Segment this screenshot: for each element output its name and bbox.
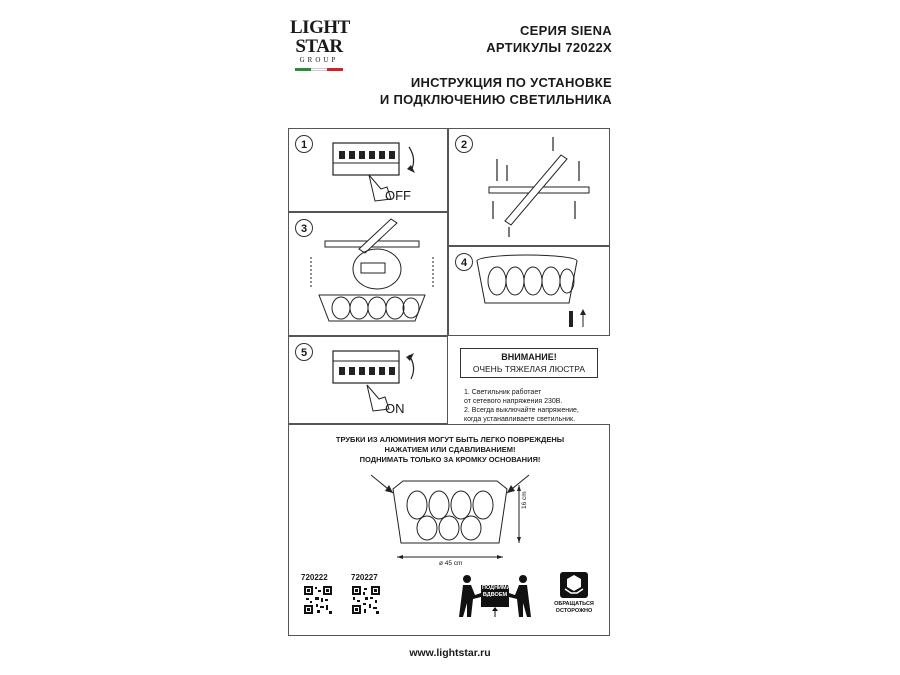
brand-logo — [290, 18, 348, 71]
instruction-title-line1: ИНСТРУКЦИЯ ПО УСТАНОВКЕ — [410, 75, 612, 90]
lift-together-label — [482, 585, 518, 599]
logo-line-group: GROUP — [299, 56, 339, 64]
aluminium-line3: ПОДНИМАТЬ ТОЛЬКО ЗА КРОМКУ ОСНОВАНИЯ! — [359, 455, 541, 464]
connection-illustration — [289, 213, 449, 337]
note-1b: от сетевого напряжения 230В. — [464, 398, 563, 405]
instruction-title — [380, 74, 612, 108]
mounting-bracket-illustration — [449, 129, 611, 247]
series-header — [486, 22, 612, 56]
logo-line-light: LIGHT — [290, 17, 350, 38]
care-label-b: ОСТОРОЖНО — [555, 608, 593, 614]
qr-code-720227-icon — [351, 585, 381, 615]
step-3-panel — [288, 212, 448, 336]
article-numbers: АРТИКУЛЫ 72022X — [486, 40, 612, 55]
warning-notes — [464, 388, 579, 424]
italian-flag-icon — [295, 68, 343, 71]
handle-with-care-icon — [559, 571, 589, 599]
on-caption: ON — [385, 401, 405, 416]
warning-title: ВНИМАНИЕ! — [501, 352, 557, 362]
lift-label-a: ПОДНИМАТЬ — [482, 585, 518, 591]
lift-label-b: ВДВОЕМ — [482, 592, 508, 598]
step-5-panel — [288, 336, 448, 424]
step-number: 3 — [295, 219, 313, 237]
step-number: 2 — [455, 135, 473, 153]
handle-with-care-label — [547, 601, 601, 615]
article-720222-label: 720222 — [301, 573, 328, 582]
qr-code-720222-icon — [303, 585, 333, 615]
note-2b: когда устанавливаете светильник. — [464, 416, 576, 423]
aluminium-line1: ТРУБКИ ИЗ АЛЮМИНИЯ МОГУТ БЫТЬ ЛЕГКО ПОВРЕЖДЕНЫ — [335, 435, 565, 444]
website-url[interactable]: www.lightstar.ru — [409, 647, 491, 659]
warning-box — [460, 348, 598, 378]
series-name: СЕРИЯ SIENA — [519, 23, 612, 38]
care-label-a: ОБРАЩАТЬСЯ — [554, 601, 594, 607]
step-2-panel — [448, 128, 610, 246]
warning-subtitle: ОЧЕНЬ ТЯЖЕЛАЯ ЛЮСТРА — [472, 364, 586, 374]
step-number: 5 — [295, 343, 313, 361]
diameter-label: ø 45 cm — [439, 560, 463, 567]
circuit-breaker-on-illustration — [289, 337, 449, 425]
step-1-panel — [288, 128, 448, 212]
note-1a: 1. Светильник работает — [464, 389, 542, 396]
step-number: 4 — [455, 253, 473, 271]
off-caption: OFF — [385, 188, 411, 203]
step-4-panel — [448, 246, 610, 336]
logo-line-star: STAR — [295, 36, 343, 57]
aluminium-line2: НАЖАТИЕМ ИЛИ СДАВЛИВАНИЕМ! — [384, 445, 516, 454]
handling-panel — [288, 424, 610, 636]
circuit-breaker-illustration — [289, 129, 449, 213]
step-number: 1 — [295, 135, 313, 153]
article-720227-label: 720227 — [351, 573, 378, 582]
chandelier-mounted-illustration — [449, 247, 611, 337]
instruction-title-line2: И ПОДКЛЮЧЕНИЮ СВЕТИЛЬНИКА — [379, 92, 612, 107]
note-2a: 2. Всегда выключайте напряжение, — [464, 407, 579, 414]
height-label: 16 cm — [521, 491, 528, 509]
